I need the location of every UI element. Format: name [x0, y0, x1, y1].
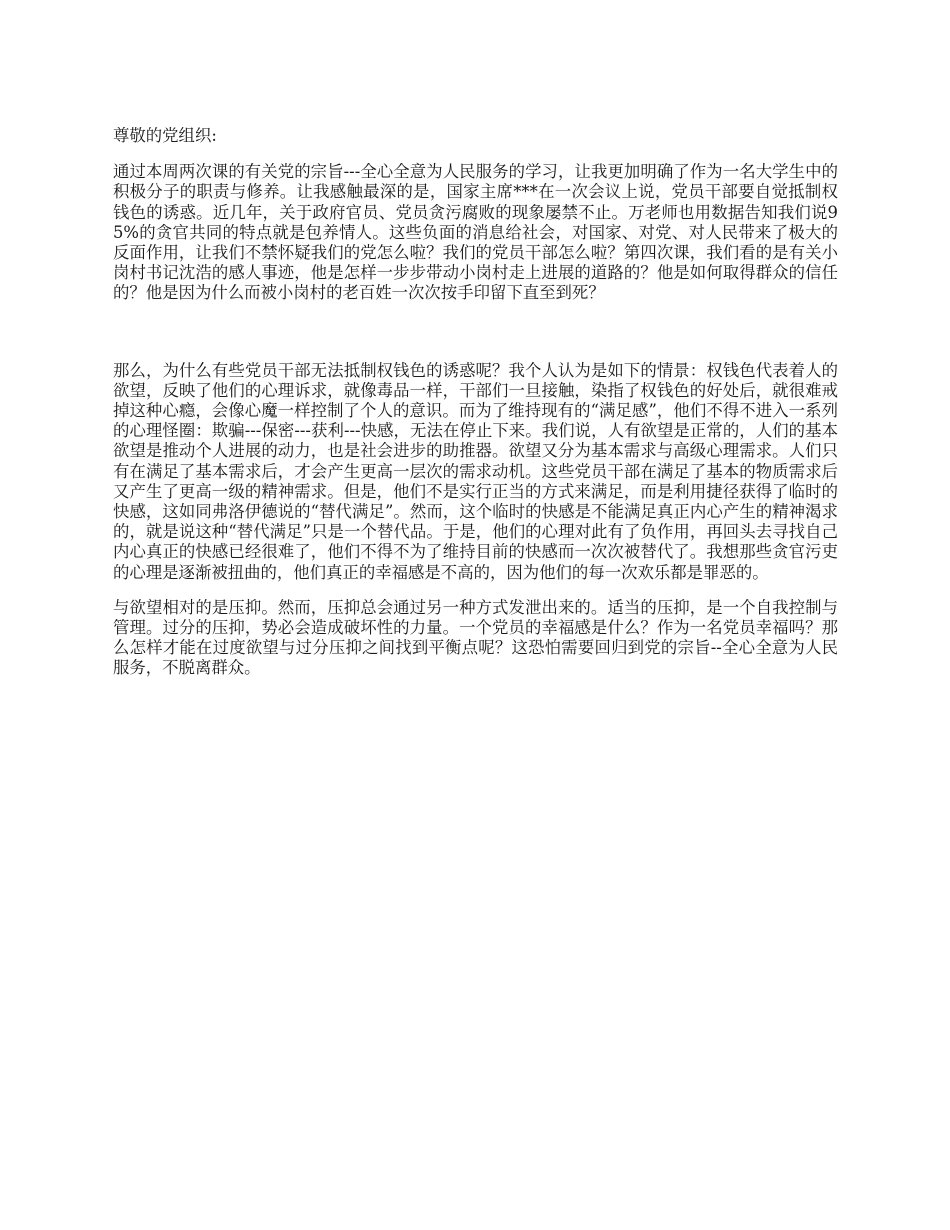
paragraph-spacer [113, 304, 838, 361]
paragraph-1: 通过本周两次课的有关党的宗旨---全心全意为人民服务的学习，让我更加明确了作为一名大学生中的积极分子的职责与修养。让我感触最深的是，国家主席***在一次会议上说，党员干部要自觉抵制权钱色的诱惑。近几年，关于政府官员、党员贪污腐败的现象屡禁不止。万老师也用数据告知我们说95%的贪官共同的特点就是包养情人。这些负面的消息给社会，对国家、对党、对人民带来了极大的反面作用，让我们不禁怀疑我们的党怎么啦？我们的党员干部怎么啦？第四次课，我们看的是有关小岗村书记沈浩的感人事迹，他是怎样一步步带动小岗村走上进展的道路的？他是如何取得群众的信任的？他是因为什么而被小岗村的老百姓一次次按手印留下直至到死？ [113, 162, 838, 303]
paragraph-2: 那么，为什么有些党员干部无法抵制权钱色的诱惑呢？我个人认为是如下的情景：权钱色代表着人的欲望，反映了他们的心理诉求，就像毒品一样，干部们一旦接触，染指了权钱色的好处后，就很难戒掉这种心瘾，会像心魔一样控制了个人的意识。而为了维持现有的“满足感”，他们不得不进入一系列的心理怪圈：欺骗---保密---获利---快感，无法在停止下来。我们说，人有欲望是正常的，人们的基本欲望是推动个人进展的动力，也是社会进步的助推器。欲望又分为基本需求与高级心理需求。人们只有在满足了基本需求后，才会产生更高一层次的需求动机。这些党员干部在满足了基本的物质需求后又产生了更高一级的精神需求。但是，他们不是实行正当的方式来满足，而是利用捷径获得了临时的快感，这如同弗洛伊德说的“替代满足”。然而，这个临时的快感是不能满足真正内心产生的精神渴求的，就是说这种“替代满足”只是一个替代品。于是，他们的心理对此有了负作用，再回头去寻找自己内心真正的快感已经很难了，他们不得不为了维持目前的快感而一次次被替代了。我想那些贪官污吏的心理是逐渐被扭曲的，他们真正的幸福感是不高的，因为他们的每一次欢乐都是罪恶的。 [113, 360, 838, 582]
salutation: 尊敬的党组织: [113, 126, 217, 145]
paragraph-3: 与欲望相对的是压抑。然而，压抑总会通过另一种方式发泄出来的。适当的压抑，是一个自我控制与管理。过分的压抑，势必会造成破坏性的力量。一个党员的幸福感是什么？作为一名党员幸福吗？那么怎样才能在过度欲望与过分压抑之间找到平衡点呢？这恐怕需要回归到党的宗旨--全心全意为人民服务，不脱离群众。 [113, 597, 838, 678]
